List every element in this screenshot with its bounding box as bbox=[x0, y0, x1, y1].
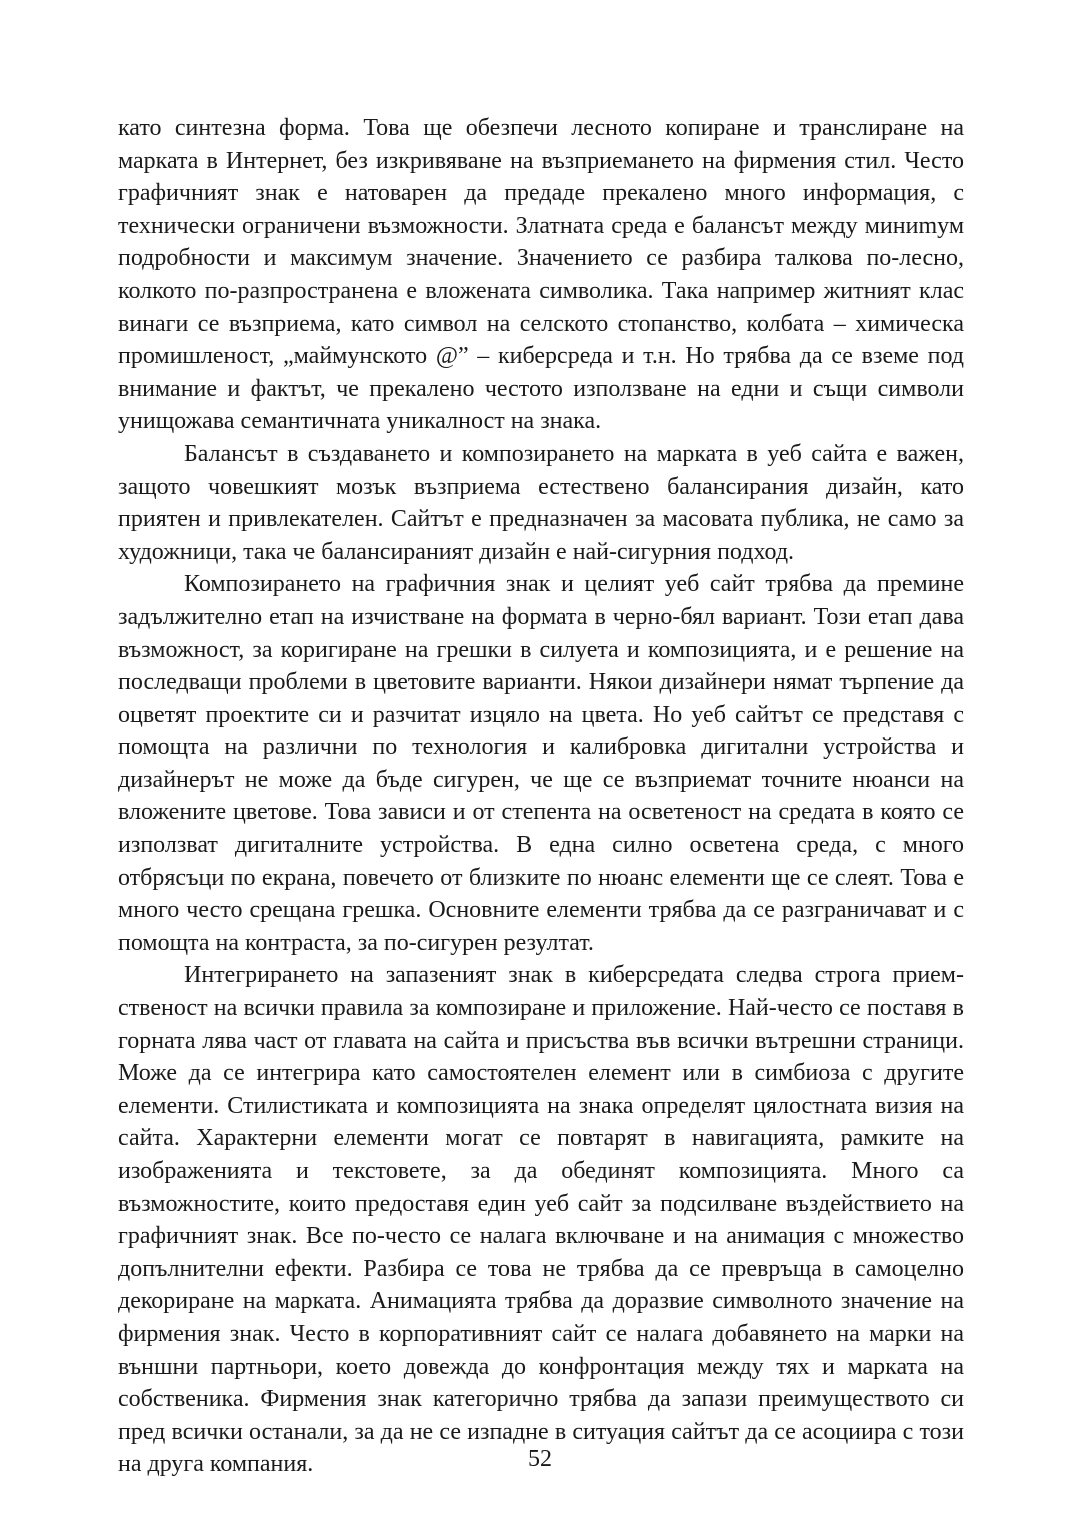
paragraph-1: като синтезна форма. Това ще обезпечи лесното копиране и транслиране на марката в Интернет, без изкривяване на възприемането на фирмения стил. Често графичният знак е натоварен да предаде прекалено много информация, с технически ограничени възможности. Златната среда е балансът между миниmум подробности и максимум значение. Значението се разбира талкова по-лесно, колкото по-разпространена е вложената символика. Така например житният клас винаги се възприема, като символ на селското стопанство, колбата – химическа промишленост, „маймунското @” – киберсреда и т.н. Но трябва да се вземе под внимание и фактът, че прекалено честото използване на едни и същи символи унищожава семантичната уникалност на знака. bbox=[118, 115, 964, 435]
paragraph-2: Балансът в създаването и композирането на марката в уеб сайта е важен, защото човешкият мозък възприема естествено балансирания дизайн, като приятен и привлекателен. Сайтът е предназначен за масовата публика, не само за художници, така че балансираният дизайн е най-сигурния подход. bbox=[118, 440, 964, 565]
paragraph-4: Интегрирането на запазеният знак в киберсредата следва строга приемственост на всички правила за композиране и приложение. Най-често се поставя в горната лява част от главата на сайта и присъства във всички вътрешни страници. Може да се интегрира като самостоятелен елемент или в симбиоза с другите елементи. Стилистиката и композицията на знака определят цялостната визия на сайта. Характерни елементи могат се повтарят в навигацията, рамките на изображенията и текстовете, за да обединят композицията. Много са възможностите, които предоставя един уеб сайт за подсилване въздействието на графичният знак. Все по-често се налага включване и на анимация с множество допълнителни ефекти. Разбира се това не трябва да се превръща в самоцелно декориране на марката. Анимацията трябва да доразвие символното значение на фирмения знак. Често в корпоративният сайт се налага добавянето на марки на външни партньори, което довежда до конфронтация между тях и марката на собственика. Фирмения знак категорично трябва да запази преимуществото си пред всички останали, за да не се изпадне в ситуация сайтът да се асоциира с този на друга компания. bbox=[118, 962, 964, 1478]
paragraph-3: Композирането на графичния знак и целият уеб сайт трябва да премине задължително етап на изчистване на формата в черно-бял вариант. Този етап дава възможност, за коригиране на грешки в силуета и композицията, и е решение на последващи проблеми в цветовите варианти. Някои дизайнери нямат търпение да оцветят проектите си и разчитат изцяло на цвета. Но уеб сайтът се представя с помощта на различни по технология и калибровка дигитални устройства и дизайнерът не може да бъде сигурен, че ще се възприемат точните нюанси на вложените цветове. Това зависи и от степента на осветеност на средата в която се използват дигиталните устройства. В една силно осветена среда, с много отбрясъци по екрана, повечето от близките по нюанс елементи ще се слеят. Това е много често срещана грешка. Основните елементи трябва да се разграничават и с помощта на контраста, за по-сигурен резултат. bbox=[118, 571, 964, 956]
page-number: 52 bbox=[528, 1446, 552, 1472]
body-text bbox=[118, 112, 964, 1481]
